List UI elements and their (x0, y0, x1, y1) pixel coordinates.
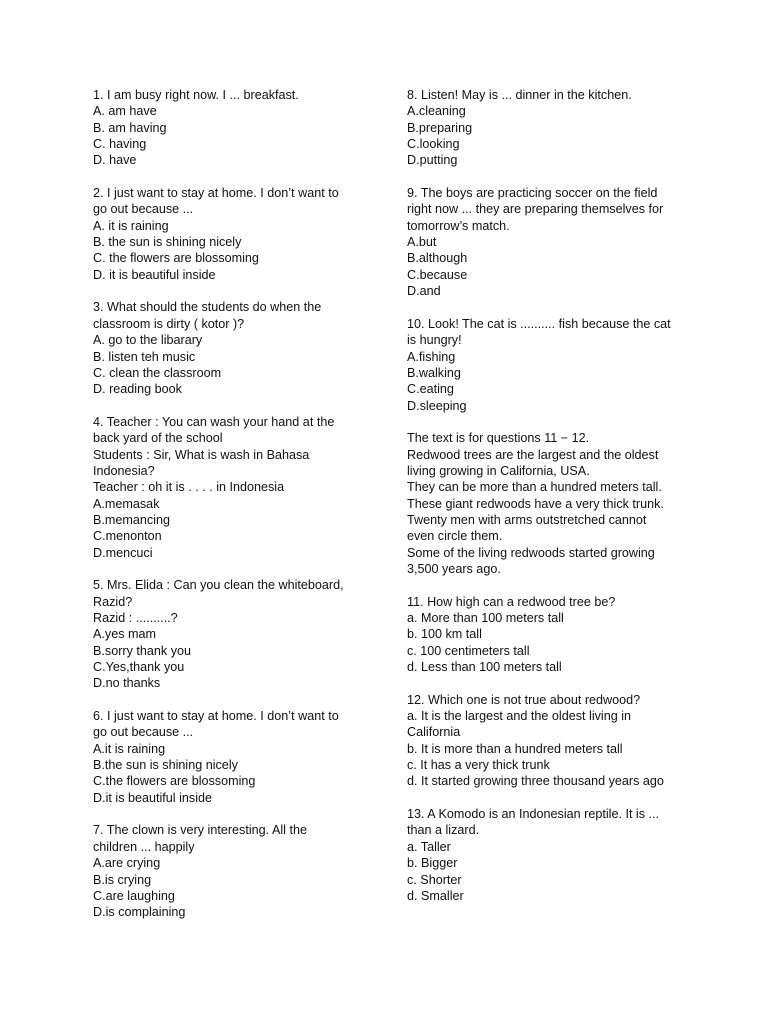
option-d: D.it is beautiful inside (93, 790, 213, 805)
question-text-line: 7. The clown is very interesting. All the (93, 823, 307, 838)
option-a: A.but (407, 235, 437, 250)
option-b: B.walking (407, 365, 461, 380)
option-a: A.it is raining (93, 741, 166, 756)
question-text-line: Razid : ..........? (93, 611, 178, 625)
option-b: B.memancing (93, 512, 170, 527)
option-b: b. It is more than a hundred meters tall (407, 741, 623, 756)
question-text-line: 11. How high can a redwood tree be? (407, 594, 616, 609)
option-b: B. the sun is shining nicely (93, 235, 242, 250)
option-b: b. 100 km tall (407, 627, 482, 642)
question-text-line: 8. Listen! May is ... dinner in the kitchen. (407, 88, 632, 102)
option-b: B.is crying (93, 872, 152, 887)
option-b: B.preparing (407, 120, 473, 135)
question-block-8 (407, 87, 682, 169)
option-c: c. It has a very thick trunk (407, 758, 550, 773)
option-c: C.the flowers are blossoming (93, 774, 256, 789)
option-c: c. Shorter (407, 872, 462, 887)
option-d: D. reading book (93, 382, 182, 397)
question-text-line: Razid? (93, 594, 133, 609)
option-d: D.putting (407, 153, 458, 168)
question-text-line: Indonesia? (93, 463, 155, 478)
question-text-line: classroom is dirty ( kotor )? (93, 316, 245, 331)
option-c: C. clean the classroom (93, 365, 222, 380)
question-text-line: Students : Sir, What is wash in Bahasa (93, 447, 310, 462)
question-block-9 (407, 185, 682, 299)
option-a: A. go to the libarary (93, 333, 203, 348)
reading-passage (407, 430, 682, 577)
option-b: B. am having (93, 120, 167, 135)
option-c: C.menonton (93, 529, 162, 544)
question-text-line: go out because ... (93, 725, 194, 740)
option-c: C.looking (407, 137, 460, 152)
question-text-line: 3. What should the students do when the (93, 300, 322, 315)
question-text-line: right now ... they are preparing themselves for (407, 202, 664, 217)
option-c: c. 100 centimeters tall (407, 643, 530, 658)
option-d: D. have (93, 153, 137, 168)
passage-line: Some of the living redwoods started growing (407, 545, 655, 560)
question-text-line: Teacher : oh it is . . . . in Indonesia (93, 480, 285, 495)
option-d: D.sleeping (407, 398, 467, 413)
option-b: b. Bigger (407, 856, 458, 871)
question-text-line: 9. The boys are practicing soccer on the field (407, 186, 658, 201)
question-block-1 (93, 87, 368, 169)
question-text-line: 4. Teacher : You can wash your hand at the (93, 414, 335, 429)
option-d: D.mencuci (93, 545, 153, 560)
question-block-11 (407, 594, 682, 676)
question-block-5 (93, 577, 368, 691)
option-c: C.Yes,thank you (93, 660, 185, 675)
option-d: D.no thanks (93, 676, 161, 691)
question-text-line: children ... happily (93, 839, 195, 854)
option-d: D. it is beautiful inside (93, 267, 216, 282)
left-column (93, 87, 368, 937)
passage-line: living growing in California, USA. (407, 463, 590, 478)
question-block-3 (93, 299, 368, 397)
question-block-4 (93, 414, 368, 561)
question-text-line: is hungry! (407, 333, 462, 348)
passage-line: even circle them. (407, 529, 503, 544)
passage-line: Twenty men with arms outstretched cannot (407, 512, 647, 527)
passage-line: They can be more than a hundred meters tall. (407, 480, 662, 495)
option-d: d. It started growing three thousand years ago (407, 774, 664, 789)
question-block-7 (93, 822, 368, 920)
right-column (407, 87, 682, 921)
option-b: B.the sun is shining nicely (93, 758, 238, 773)
option-d: D.is complaining (93, 905, 186, 920)
question-text-line: 5. Mrs. Elida : Can you clean the whiteboard, (93, 578, 344, 593)
option-a: a. It is the largest and the oldest living in (407, 709, 632, 724)
option-d: d. Less than 100 meters tall (407, 660, 562, 675)
option-a: a. Taller (407, 839, 451, 854)
question-text-line: 13. A Komodo is an Indonesian reptile. It is ... (407, 807, 660, 822)
question-text-line: 10. Look! The cat is .......... fish because the cat (407, 316, 671, 331)
question-text-line: tomorrow’s match. (407, 218, 510, 233)
question-text-line: than a lizard. (407, 823, 480, 838)
option-a: A.memasak (93, 496, 160, 511)
question-block-2 (93, 185, 368, 283)
question-text-line: go out because ... (93, 202, 194, 217)
passage-line: These giant redwoods have a very thick trunk. (407, 496, 664, 511)
option-b: B.sorry thank you (93, 643, 191, 658)
option-c: C.eating (407, 382, 454, 397)
option-d: d. Smaller (407, 888, 464, 903)
option-c: C.because (407, 267, 468, 282)
option-c: C. the flowers are blossoming (93, 251, 259, 266)
option-a-continued: California (407, 725, 461, 740)
passage-line: The text is for questions 11 − 12. (407, 431, 590, 446)
passage-line: 3,500 years ago. (407, 561, 501, 576)
question-text-line: 6. I just want to stay at home. I don’t want to (93, 709, 339, 724)
option-a: A.are crying (93, 856, 161, 871)
option-a: A.yes mam (93, 627, 156, 642)
option-a: a. More than 100 meters tall (407, 611, 564, 625)
question-block-6 (93, 708, 368, 806)
option-c: C. having (93, 137, 147, 152)
option-a: A.fishing (407, 349, 456, 364)
option-d: D.and (407, 284, 441, 299)
question-block-10 (407, 316, 682, 414)
option-c: C.are laughing (93, 888, 175, 903)
question-block-13 (407, 806, 682, 904)
question-text-line: 12. Which one is not true about redwood? (407, 692, 641, 707)
option-b: B. listen teh music (93, 349, 196, 364)
passage-line: Redwood trees are the largest and the oldest (407, 447, 659, 462)
option-a: A. it is raining (93, 218, 169, 233)
question-text-line: 1. I am busy right now. I ... breakfast. (93, 88, 299, 102)
option-b: B.although (407, 251, 468, 266)
question-text-line: 2. I just want to stay at home. I don’t want to (93, 186, 339, 201)
question-block-12 (407, 692, 682, 790)
option-a: A.cleaning (407, 104, 466, 119)
option-a: A. am have (93, 104, 157, 119)
question-text-line: back yard of the school (93, 431, 223, 446)
